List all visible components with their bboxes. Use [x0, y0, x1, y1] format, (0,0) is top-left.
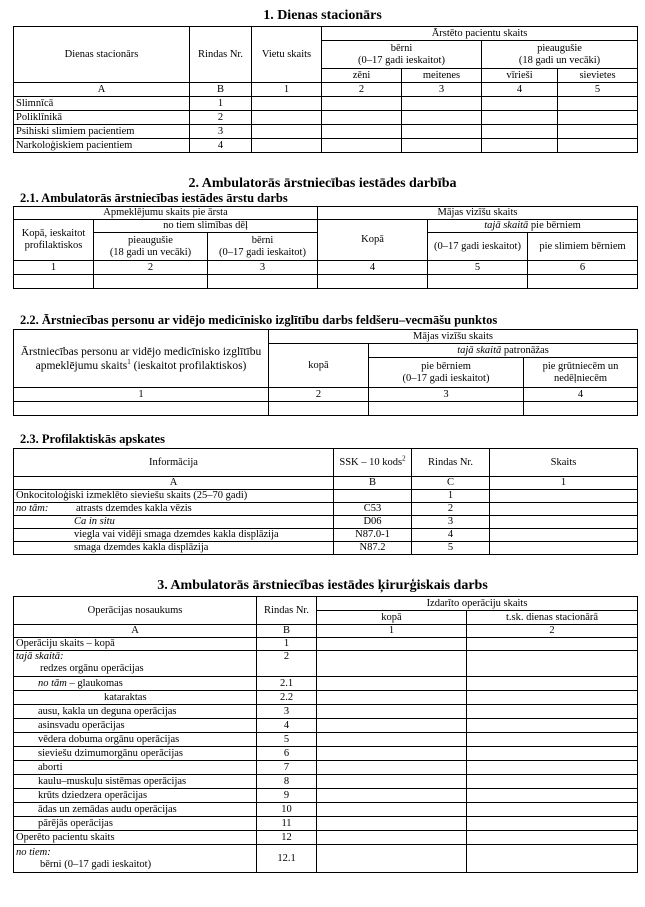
data-cell[interactable]: [317, 677, 467, 691]
code-cell: A: [14, 625, 257, 638]
data-cell[interactable]: [467, 651, 638, 677]
data-cell[interactable]: [317, 691, 467, 705]
data-cell[interactable]: [490, 516, 638, 529]
code-cell: 3: [208, 261, 318, 275]
code-cell: 1: [252, 83, 322, 97]
code-cell: 4: [524, 388, 638, 402]
col-header-total: kopā: [317, 611, 467, 625]
row-name: [14, 651, 257, 677]
row-name: asinsvadu operācijas: [14, 719, 257, 733]
data-cell[interactable]: [318, 275, 428, 289]
row-name: kaulu–muskuļu sistēmas operācijas: [14, 775, 257, 789]
data-cell[interactable]: [252, 97, 322, 111]
data-cell[interactable]: [322, 125, 402, 139]
data-cell[interactable]: [467, 775, 638, 789]
row-name: [14, 677, 257, 691]
data-cell[interactable]: [208, 275, 318, 289]
code-cell: 2: [467, 625, 638, 638]
code-cell: 3: [402, 83, 482, 97]
col-header-ssk: [334, 449, 412, 477]
table-row: [14, 691, 638, 705]
code-cell: 6: [528, 261, 638, 275]
code-cell: 2: [94, 261, 208, 275]
col-header-total-prof: Kopā, ieskaitot profilaktiskos: [14, 220, 94, 261]
incl-prefix: tajā skaitā: [484, 220, 529, 231]
code-cell: 1: [14, 388, 269, 402]
data-cell[interactable]: [402, 125, 482, 139]
col-header-done: Izdarīto operāciju skaits: [317, 597, 638, 611]
table-row: [14, 845, 638, 873]
col-header-home: Mājas vizīšu skaits: [269, 330, 638, 344]
row-name: Operāciju skaits – kopā: [14, 638, 257, 651]
data-cell[interactable]: [402, 97, 482, 111]
data-cell[interactable]: [14, 275, 94, 289]
data-cell[interactable]: [467, 733, 638, 747]
data-cell[interactable]: [467, 705, 638, 719]
code-cell: 4: [318, 261, 428, 275]
row-number: 2: [190, 111, 252, 125]
data-cell[interactable]: [402, 139, 482, 153]
col-header-visits: [14, 330, 269, 388]
section-2-2-title: 2.2. Ārstniecības personu ar vidējo medicīnisko izglītību darbs feldšeru–vecmāšu punktos: [20, 313, 498, 327]
table-row: [14, 402, 638, 416]
table-row: [14, 542, 638, 555]
nurses-work-table: [13, 329, 638, 416]
data-cell[interactable]: [252, 139, 322, 153]
row-name: pārējās operācijas: [14, 817, 257, 831]
data-cell[interactable]: [467, 817, 638, 831]
data-cell[interactable]: [14, 402, 269, 416]
data-cell[interactable]: [317, 705, 467, 719]
data-cell[interactable]: [467, 803, 638, 817]
row-number: 5: [412, 542, 490, 555]
col-header-beds: Vietu skaits: [252, 27, 322, 83]
row-name: Ca in situ: [14, 516, 334, 529]
data-cell[interactable]: [467, 747, 638, 761]
col-header-pregnant: pie grūtniecēm un nedēļniecēm: [524, 358, 638, 388]
section-3-title: 3. Ambulatorās ārstniecības iestādes ķirurģiskais darbs: [157, 578, 488, 593]
ssk-label: SSK – 10 kods: [339, 456, 403, 468]
row-prefix: tajā skaitā:: [16, 651, 64, 662]
data-cell[interactable]: [467, 677, 638, 691]
data-cell[interactable]: [490, 490, 638, 503]
data-cell[interactable]: [317, 651, 467, 677]
col-header-count: Skaits: [490, 449, 638, 477]
table-row: [14, 638, 638, 651]
day-hospital-table: [13, 26, 638, 153]
row-name: sieviešu dzimumorgānu operācijas: [14, 747, 257, 761]
row-number: 9: [257, 789, 317, 803]
col-header-incl: t.sk. dienas stacionārā: [467, 611, 638, 625]
code-cell: D06: [334, 516, 412, 529]
incl-suffix: patronāžas: [501, 344, 549, 356]
row-name: aborti: [14, 761, 257, 775]
footnote-2: 2: [402, 454, 406, 462]
table-row: [14, 789, 638, 803]
code-cell: N87.2: [334, 542, 412, 555]
table-row: [14, 125, 638, 139]
data-cell[interactable]: [317, 831, 467, 845]
col-header-due-illness: no tiem slimības dēļ: [94, 220, 318, 233]
row-name: Operēto pacientu skaits: [14, 831, 257, 845]
row-prefix: no tiem:: [16, 846, 51, 858]
data-cell[interactable]: [482, 97, 558, 111]
data-cell[interactable]: [317, 845, 467, 873]
section-2-title: 2. Ambulatorās ārstniecības iestādes darbība: [188, 176, 457, 191]
data-cell[interactable]: [467, 691, 638, 705]
col-header-row: Rindas Nr.: [257, 597, 317, 625]
row-label: atrasts dzemdes kakla vēzis: [76, 503, 192, 514]
footnote-1: 1: [127, 357, 131, 366]
col-header-home-visits: Mājas vizīšu skaits: [318, 207, 638, 220]
row-name: vēdera dobuma orgānu operācijas: [14, 733, 257, 747]
code-cell: 4: [482, 83, 558, 97]
col-header-name: Dienas stacionārs: [14, 27, 190, 83]
row-name: ausu, kakla un deguna operācijas: [14, 705, 257, 719]
col-header-row: Rindas Nr.: [190, 27, 252, 83]
row-number: 12.1: [257, 845, 317, 873]
row-name: smaga dzemdes kakla displāzija: [14, 542, 334, 555]
row-number: 4: [412, 529, 490, 542]
table-row: [14, 747, 638, 761]
col-header-incl-children: [428, 220, 638, 233]
data-cell[interactable]: [94, 275, 208, 289]
row-number: 10: [257, 803, 317, 817]
row-number: 3: [257, 705, 317, 719]
row-prefix: no tām: [38, 677, 67, 689]
code-cell: 2: [322, 83, 402, 97]
data-cell[interactable]: [490, 503, 638, 516]
row-number: 6: [257, 747, 317, 761]
data-cell[interactable]: [467, 638, 638, 651]
row-name: Onkocitoloģiski izmeklēto sieviešu skaits (25–70 gadi): [14, 490, 334, 503]
row-number: 12: [257, 831, 317, 845]
data-cell[interactable]: [467, 845, 638, 873]
row-number: 2.2: [257, 691, 317, 705]
col-header-adults: pieaugušie (18 gadi un vecāki): [94, 233, 208, 261]
col-header-info: Informācija: [14, 449, 334, 477]
data-cell[interactable]: [252, 111, 322, 125]
row-name: [14, 503, 334, 516]
data-cell[interactable]: [558, 139, 638, 153]
code-cell: C53: [334, 503, 412, 516]
code-cell: B: [334, 477, 412, 490]
data-cell[interactable]: [467, 831, 638, 845]
row-name: Poliklīnikā: [14, 111, 190, 125]
code-cell: 2: [269, 388, 369, 402]
col-header-children-2: (0–17 gadi ieskaitot): [428, 233, 528, 261]
col-header-name: Operācijas nosaukums: [14, 597, 257, 625]
code-cell: C: [412, 477, 490, 490]
table-row: [14, 490, 638, 503]
row-name: Slimnīcā: [14, 97, 190, 111]
table-row: [14, 677, 638, 691]
data-cell[interactable]: [524, 402, 638, 416]
col-header-children: bērni (0–17 gadi ieskaitot): [322, 41, 482, 69]
data-cell[interactable]: [317, 817, 467, 831]
code-cell: 5: [558, 83, 638, 97]
code-cell: A: [14, 477, 334, 490]
data-cell[interactable]: [317, 747, 467, 761]
code-cell: 1: [14, 261, 94, 275]
visits-text-a: Ārstniecības personu ar vidējo medicīnisko izglītību apmeklējumu skaits: [20, 345, 262, 372]
row-number: 4: [257, 719, 317, 733]
row-prefix: no tām:: [16, 503, 49, 514]
code-cell: 1: [490, 477, 638, 490]
row-number: 8: [257, 775, 317, 789]
surgical-work-table: [13, 596, 638, 873]
row-name: [14, 845, 257, 873]
data-cell[interactable]: [269, 402, 369, 416]
table-row: [14, 516, 638, 529]
data-cell[interactable]: [467, 789, 638, 803]
table-row: [14, 139, 638, 153]
row-number: 1: [412, 490, 490, 503]
row-number: 7: [257, 761, 317, 775]
data-cell[interactable]: [322, 97, 402, 111]
row-name: kataraktas: [14, 691, 257, 705]
data-cell[interactable]: [490, 542, 638, 555]
col-header-kopa: Kopā: [318, 220, 428, 261]
code-cell: 1: [317, 625, 467, 638]
code-cell: N87.0-1: [334, 529, 412, 542]
row-label: redzes orgānu operācijas: [40, 663, 144, 674]
table-row: [14, 733, 638, 747]
data-cell[interactable]: [317, 803, 467, 817]
code-cell: 5: [428, 261, 528, 275]
row-number: 3: [412, 516, 490, 529]
row-number: 3: [190, 125, 252, 139]
code-cell: B: [190, 83, 252, 97]
row-name: ādas un zemādas audu operācijas: [14, 803, 257, 817]
table-row: [14, 705, 638, 719]
data-cell[interactable]: [322, 111, 402, 125]
section-2-1-title: 2.1. Ambulatorās ārstniecības iestādes ārstu darbs: [20, 191, 288, 205]
data-cell[interactable]: [317, 638, 467, 651]
row-number: 2.1: [257, 677, 317, 691]
col-header-row: Rindas Nr.: [412, 449, 490, 477]
data-cell[interactable]: [482, 111, 558, 125]
data-cell[interactable]: [528, 275, 638, 289]
row-name: Narkoloģiskiem pacientiem: [14, 139, 190, 153]
data-cell[interactable]: [467, 761, 638, 775]
data-cell[interactable]: [558, 111, 638, 125]
data-cell[interactable]: [482, 139, 558, 153]
data-cell[interactable]: [317, 761, 467, 775]
doctors-work-table: [13, 206, 638, 289]
row-number: 5: [257, 733, 317, 747]
row-name: viegla vai vidēji smaga dzemdes kakla displāzija: [14, 529, 334, 542]
data-cell[interactable]: [402, 111, 482, 125]
col-header-girls: meitenes: [402, 69, 482, 83]
table-row: [14, 803, 638, 817]
col-header-incl: [369, 344, 638, 358]
data-cell[interactable]: [482, 125, 558, 139]
visits-text-b: (ieskaitot profilaktiskos): [130, 359, 247, 372]
row-name: krūts dziedzera operācijas: [14, 789, 257, 803]
incl-suffix: pie bērniem: [528, 220, 581, 231]
data-cell[interactable]: [317, 789, 467, 803]
data-cell[interactable]: [317, 733, 467, 747]
col-header-men: vīrieši: [482, 69, 558, 83]
table-row: [14, 719, 638, 733]
preventive-checks-table: [13, 448, 638, 555]
table-row: [14, 111, 638, 125]
table-row: [14, 529, 638, 542]
data-cell[interactable]: [317, 775, 467, 789]
data-cell[interactable]: [322, 139, 402, 153]
row-label: bērni (0–17 gadi ieskaitot): [40, 858, 152, 870]
row-number: 2: [257, 651, 317, 677]
row-number: 4: [190, 139, 252, 153]
data-cell[interactable]: [369, 402, 524, 416]
col-header-adults: pieaugušie (18 gadi un vecāki): [482, 41, 638, 69]
code-cell: [334, 490, 412, 503]
col-header-children: pie bērniem (0–17 gadi ieskaitot): [369, 358, 524, 388]
data-cell[interactable]: [490, 529, 638, 542]
row-number: 1: [190, 97, 252, 111]
col-header-kopa: kopā: [269, 344, 369, 388]
table-row: [14, 651, 638, 677]
row-number: 2: [412, 503, 490, 516]
table-row: [14, 761, 638, 775]
col-header-boys: zēni: [322, 69, 402, 83]
data-cell[interactable]: [317, 719, 467, 733]
incl-prefix: tajā skaitā: [457, 344, 502, 356]
data-cell[interactable]: [558, 125, 638, 139]
table-row: [14, 775, 638, 789]
data-cell[interactable]: [428, 275, 528, 289]
col-header-visits: Apmeklējumu skaits pie ārsta: [14, 207, 318, 220]
col-header-children: bērni (0–17 gadi ieskaitot): [208, 233, 318, 261]
row-name: Psihiski slimiem pacientiem: [14, 125, 190, 139]
row-label: – glaukomas: [66, 677, 123, 689]
row-number: 1: [257, 638, 317, 651]
section-1-title: 1. Dienas stacionārs: [263, 8, 382, 23]
table-row: [14, 817, 638, 831]
col-header-sick-children: pie slimiem bērniem: [528, 233, 638, 261]
data-cell[interactable]: [558, 97, 638, 111]
section-2-3-title: 2.3. Profilaktiskās apskates: [20, 432, 165, 446]
table-row: [14, 831, 638, 845]
table-row: [14, 275, 638, 289]
code-cell: 3: [369, 388, 524, 402]
table-row: [14, 503, 638, 516]
code-cell: A: [14, 83, 190, 97]
code-cell: B: [257, 625, 317, 638]
data-cell[interactable]: [252, 125, 322, 139]
table-row: [14, 97, 638, 111]
row-number: 11: [257, 817, 317, 831]
col-header-women: sievietes: [558, 69, 638, 83]
data-cell[interactable]: [467, 719, 638, 733]
col-header-treated: Ārstēto pacientu skaits: [322, 27, 638, 41]
